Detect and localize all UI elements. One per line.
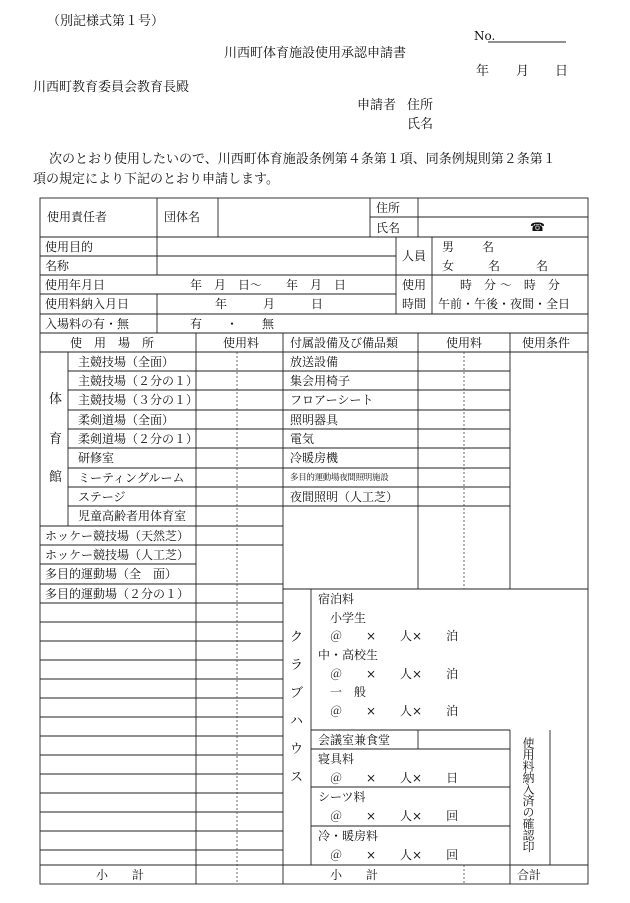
- gym-row: ミーティングルーム: [78, 471, 185, 485]
- gym-row: 主競技場（全面）: [78, 355, 175, 369]
- subtotal-right-label: 小 計: [330, 868, 379, 882]
- purpose-label: 使用目的: [45, 240, 94, 254]
- subtotal-left-label: 小 計: [96, 868, 145, 882]
- sheet-fee-label: シーツ料: [318, 790, 366, 804]
- sheet-formula: ＠ × 人× 回: [330, 809, 459, 823]
- date-day: 日: [555, 64, 569, 79]
- phone-icon: ☎: [530, 220, 545, 234]
- male-count-unit: 名: [482, 240, 495, 254]
- male-label: 男: [442, 240, 455, 254]
- applicant-label: 申請者: [357, 98, 397, 113]
- time-slot-options: 午前・午後・夜間・全日: [438, 297, 571, 311]
- date-month: 月: [516, 64, 530, 79]
- document-title: 川西町体育施設使用承認申請書: [224, 46, 407, 61]
- equipment-row: 電気: [290, 432, 315, 446]
- applicant-address-label: 住所: [407, 98, 434, 113]
- club-vertical-char: ス: [290, 770, 304, 785]
- equipment-row: 照明器具: [290, 413, 339, 427]
- name-cell-label: 氏名: [376, 221, 401, 235]
- gym-row: 主競技場（２分の１）: [78, 374, 199, 388]
- gym-vertical-char: 体: [49, 392, 63, 407]
- entry-fee-label: 入場料の有・無: [45, 317, 130, 331]
- gym-row: 主競技場（３分の１）: [78, 393, 199, 407]
- use-time-label-1: 使用: [402, 278, 427, 292]
- club-vertical-char: ハ: [290, 714, 304, 729]
- use-date-value: 年 月 日～ 年 月 日: [190, 278, 347, 292]
- applicant-name-label: 氏名: [407, 117, 434, 132]
- form-number: （別記様式第１号）: [47, 14, 165, 29]
- club-vertical-char: ラ: [290, 658, 304, 673]
- junior-high-formula: ＠ × 人× 泊: [330, 667, 459, 681]
- equipment-row: 夜間照明（人工芝）: [290, 490, 399, 504]
- people-label: 人員: [402, 249, 427, 263]
- number-label: No.: [474, 29, 496, 43]
- fee-date-value: 年 月 日: [215, 297, 324, 311]
- gym-vertical-char: 育: [49, 432, 63, 447]
- club-vertical-char: ブ: [290, 686, 304, 701]
- place-row: ホッケー競技場（人工芝）: [45, 548, 190, 562]
- elementary-label: 小学生: [330, 611, 367, 625]
- total-count-unit: 名: [536, 259, 549, 273]
- meeting-room-label: 会議室兼食堂: [318, 733, 391, 747]
- gym-row: 研修室: [78, 451, 115, 465]
- equipment-row: フロアーシート: [290, 393, 374, 407]
- junior-high-label: 中・高校生: [318, 648, 379, 662]
- equipment-header: 付属設備及び備品類: [290, 336, 399, 350]
- female-count-unit: 名: [488, 259, 501, 273]
- club-vertical-char: ウ: [290, 742, 304, 757]
- entry-fee-options: 有 ・ 無: [190, 317, 275, 331]
- aircon-fee-label: 冷・暖房料: [318, 829, 379, 843]
- place-header: 使 用 場 所: [70, 336, 155, 350]
- gym-row: 柔剣道場（全面）: [78, 413, 175, 427]
- bedding-formula: ＠ × 人× 日: [330, 771, 459, 785]
- event-name-label: 名称: [45, 259, 70, 273]
- fee-header: 使用料: [223, 336, 260, 350]
- total-label: 合計: [517, 868, 542, 882]
- place-row: 多目的運動場（全 面）: [45, 567, 178, 581]
- gym-row: 柔剣道場（２分の１）: [78, 432, 199, 446]
- gym-row: 児童高齢者用体育室: [78, 509, 187, 523]
- gym-vertical-char: 館: [49, 470, 63, 485]
- payment-stamp-label: 使用料納入済の確認印: [521, 737, 535, 852]
- equipment-row: 冷暖房機: [290, 451, 339, 465]
- general-formula: ＠ × 人× 泊: [330, 704, 459, 718]
- elementary-formula: ＠ × 人× 泊: [330, 629, 459, 643]
- use-date-label: 使用年月日: [45, 278, 106, 292]
- place-row: 多目的運動場（２分の１）: [45, 587, 190, 601]
- date-year: 年: [476, 64, 490, 79]
- club-vertical-char: ク: [290, 630, 304, 645]
- aircon-formula: ＠ × 人× 回: [330, 848, 459, 862]
- place-row: ホッケー競技場（天然芝）: [45, 529, 190, 543]
- equipment-fee-header: 使用料: [446, 336, 483, 350]
- group-name-label: 団体名: [164, 210, 201, 224]
- body-text-line2: 項の規定により下記のとおり申請します。: [33, 172, 279, 187]
- equipment-row: 放送設備: [290, 355, 339, 369]
- use-time-value: 時 分 ～ 時 分: [460, 278, 560, 292]
- address-cell-label: 住所: [376, 201, 401, 215]
- use-time-label-2: 時間: [402, 297, 427, 311]
- body-text-line1: 次のとおり使用したいので、川西町体育施設条例第４条第１項、同条例規則第２条第１: [49, 152, 556, 167]
- gym-row: ステージ: [78, 490, 126, 504]
- general-label: 一 般: [330, 685, 367, 699]
- equipment-row: 多目的運動場夜間照明施設: [290, 473, 389, 483]
- equipment-row: 集会用椅子: [290, 374, 351, 388]
- fee-date-label: 使用料納入月日: [45, 297, 130, 311]
- bedding-fee-label: 寝具料: [318, 752, 355, 766]
- responsible-label: 使用責任者: [47, 210, 108, 224]
- female-label: 女: [442, 259, 455, 273]
- lodging-fee-label: 宿泊料: [318, 592, 355, 606]
- condition-header: 使用条件: [522, 336, 571, 350]
- addressee: 川西町教育委員会教育長殿: [33, 80, 190, 95]
